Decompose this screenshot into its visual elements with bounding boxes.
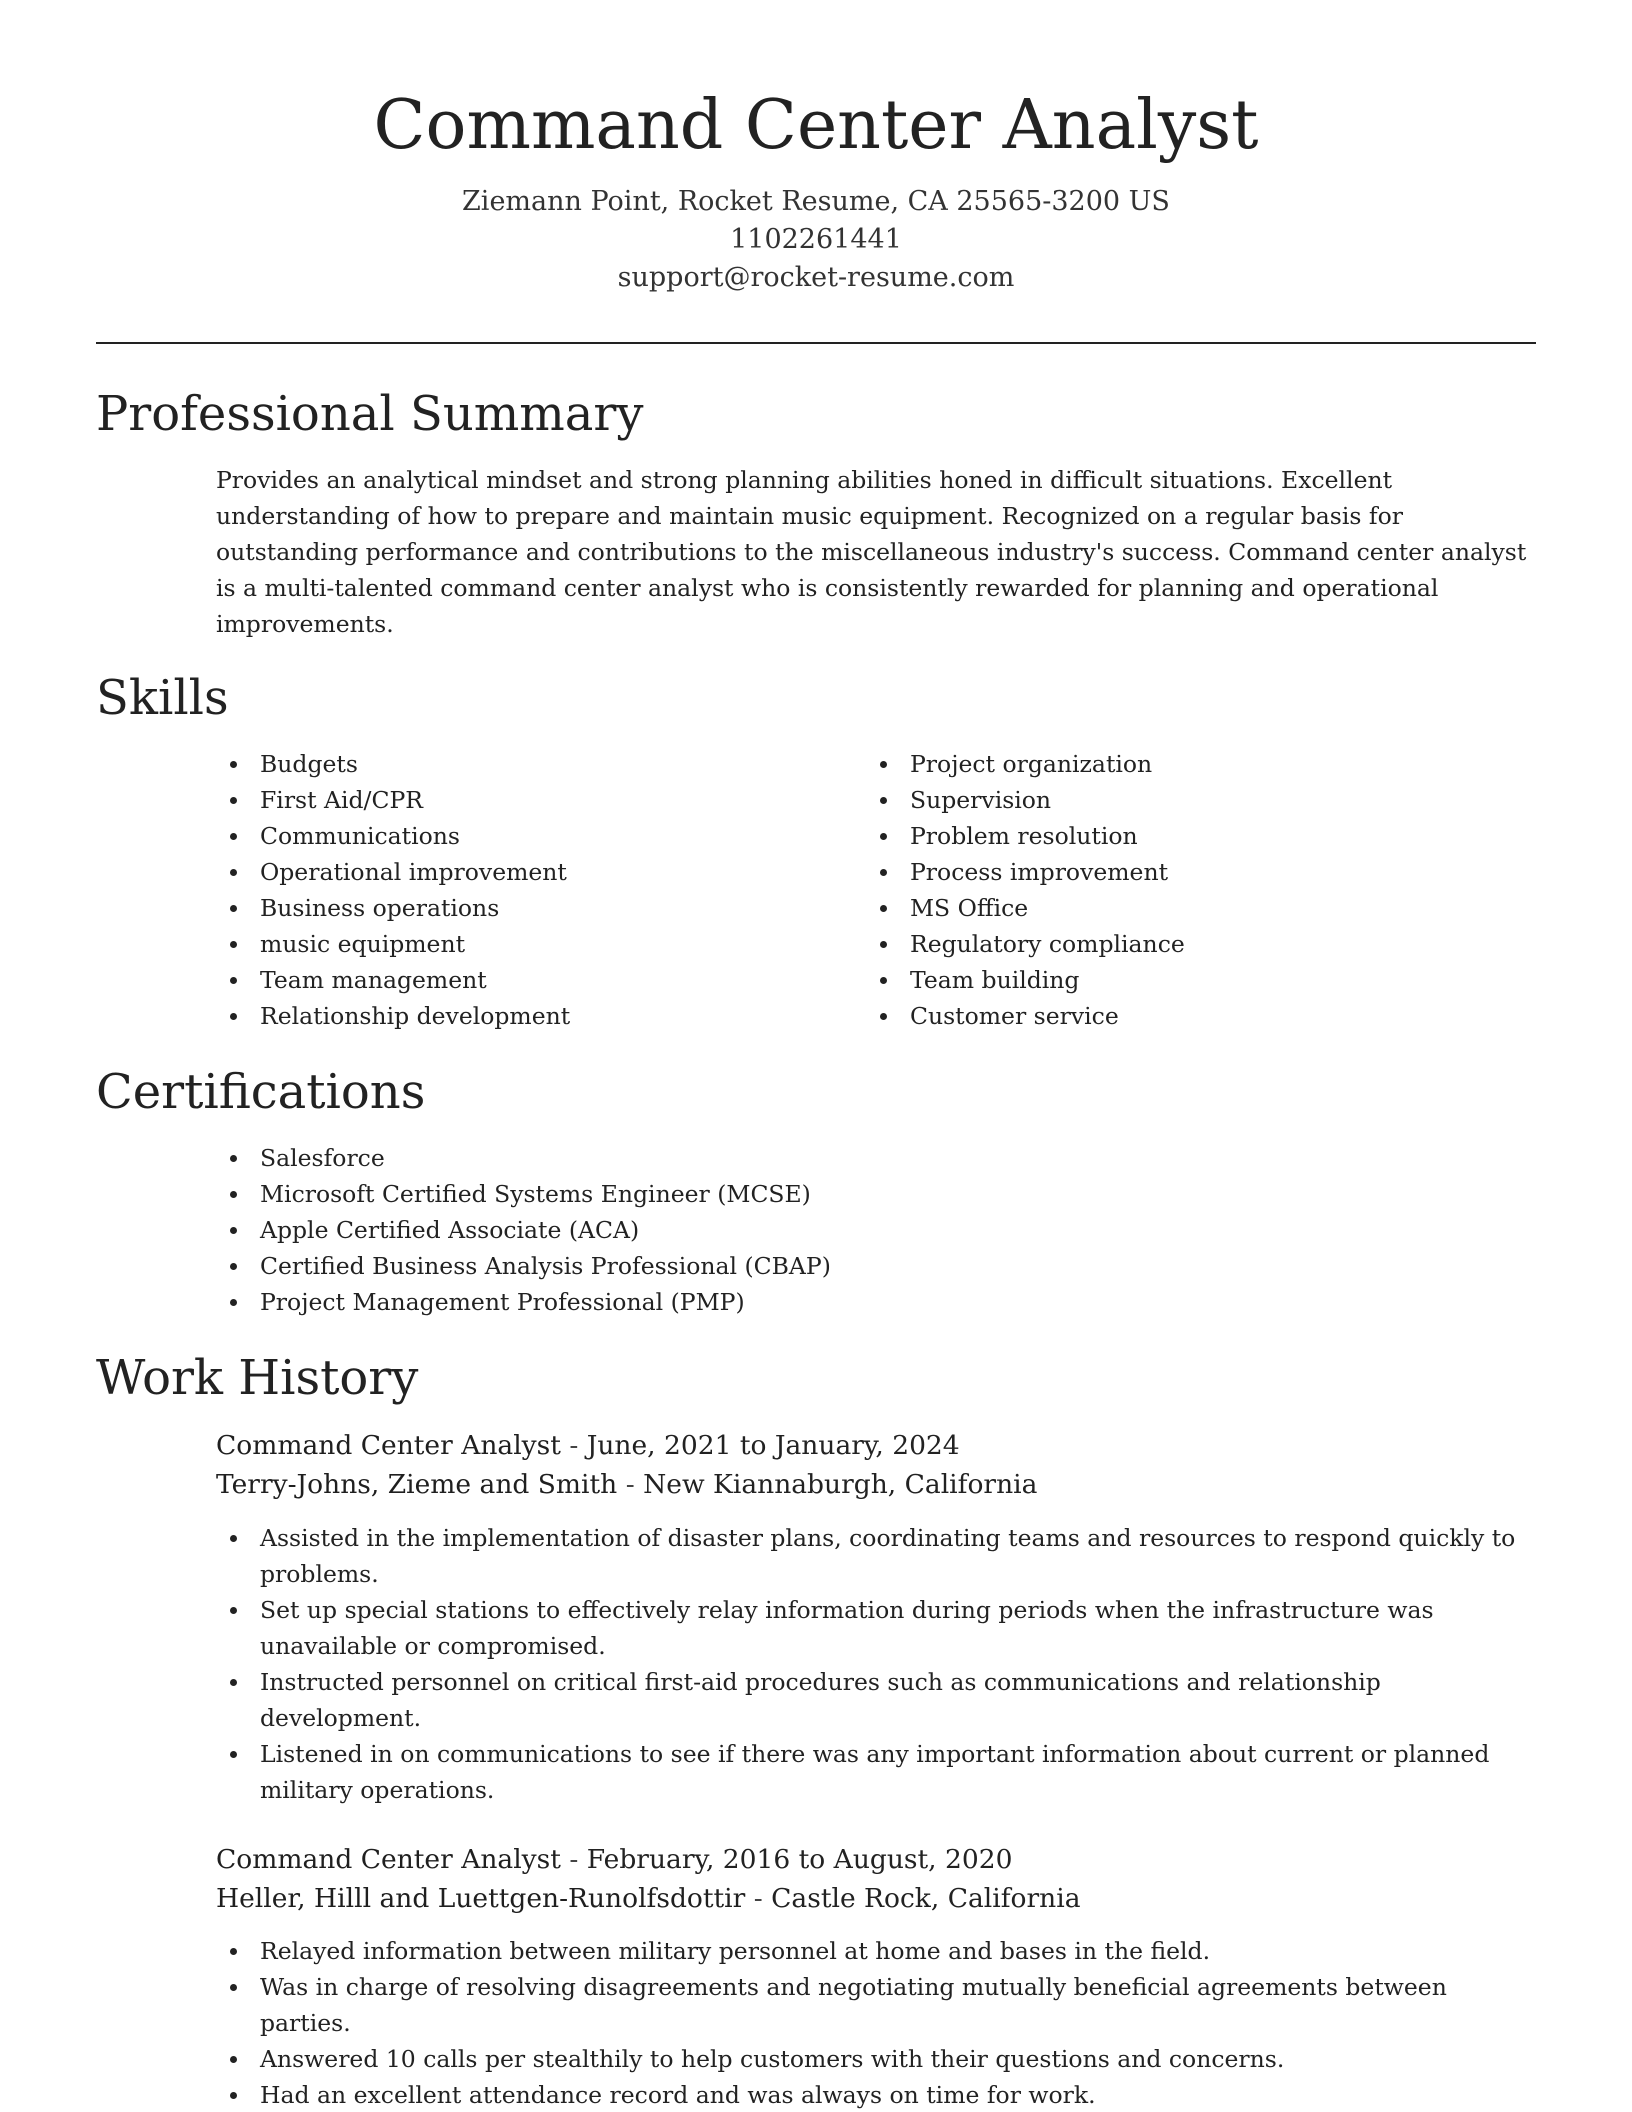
- skill-item: Process improvement: [866, 854, 1506, 890]
- separator: -: [745, 1883, 772, 1914]
- skill-item: Relationship development: [216, 998, 816, 1034]
- skill-item: Budgets: [216, 746, 816, 782]
- header-divider: [96, 342, 1536, 344]
- job-title: Command Center Analyst: [216, 1430, 561, 1461]
- skill-item: music equipment: [216, 926, 816, 962]
- candidate-name: Command Center Analyst: [373, 86, 1259, 165]
- job-1-title-line: [216, 1426, 1536, 1465]
- certification-item: Apple Certified Associate (ACA): [216, 1212, 1536, 1248]
- address: Ziemann Point, Rocket Resume, CA 25565-3200 US: [462, 186, 1170, 217]
- skills-list-right: [866, 746, 1506, 1034]
- job-title: Command Center Analyst: [216, 1844, 561, 1875]
- skill-item: Business operations: [216, 890, 816, 926]
- job-bullet: Assisted in the implementation of disaster plans, coordinating teams and resources to respond quickly to problems.: [216, 1520, 1536, 1592]
- email: support@rocket-resume.com: [617, 262, 1015, 293]
- skill-item: Problem resolution: [866, 818, 1506, 854]
- resume-header: [96, 78, 1536, 297]
- skill-item: Regulatory compliance: [866, 926, 1506, 962]
- skill-item: First Aid/CPR: [216, 782, 816, 818]
- certification-item: Microsoft Certified Systems Engineer (MCSE): [216, 1176, 1536, 1212]
- separator: -: [560, 1844, 587, 1875]
- job-bullet: Instructed personnel on critical first-aid procedures such as communications and relationship development.: [216, 1664, 1536, 1736]
- skill-item: Supervision: [866, 782, 1506, 818]
- job-bullet: Set up special stations to effectively relay information during periods when the infrastructure was unavailable or compromised.: [216, 1592, 1536, 1664]
- separator: -: [560, 1430, 587, 1461]
- job-location: Castle Rock, California: [771, 1883, 1081, 1914]
- job-dates: February, 2016 to August, 2020: [586, 1844, 1013, 1875]
- phone: 1102261441: [730, 224, 902, 255]
- skill-item: Customer service: [866, 998, 1506, 1034]
- skill-item: Team management: [216, 962, 816, 998]
- separator: -: [617, 1469, 644, 1500]
- job-company: Heller, Hilll and Luettgen-Runolfsdottir: [216, 1883, 746, 1914]
- job-1-company-line: [216, 1465, 1536, 1504]
- skills-heading: Skills: [96, 670, 229, 726]
- skills-list-left: [216, 746, 816, 1034]
- skill-item: MS Office: [866, 890, 1506, 926]
- job-location: New Kiannaburgh, California: [643, 1469, 1038, 1500]
- job-2-title-line: [216, 1840, 1536, 1879]
- certifications-heading: Certifications: [96, 1064, 426, 1120]
- skill-item: Project organization: [866, 746, 1506, 782]
- skill-item: Team building: [866, 962, 1506, 998]
- certification-item: Certified Business Analysis Professional (CBAP): [216, 1248, 1536, 1284]
- job-bullet: Answered 10 calls per stealthily to help customers with their questions and concerns.: [216, 2041, 1536, 2077]
- summary-text: Provides an analytical mindset and strong planning abilities honed in difficult situations. Excellent understanding of how to prepare and maintain music equipment. Recognized on a regular basis for outstanding performance and contributions to the miscellaneous industry's success. Command center analyst is a multi-talented command center analyst who is consistently rewarded for planning and operational improvements.: [216, 466, 1527, 638]
- job-2-company-line: [216, 1879, 1536, 1918]
- certification-item: Salesforce: [216, 1140, 1536, 1176]
- work-history-heading: Work History: [96, 1350, 419, 1406]
- certification-item: Project Management Professional (PMP): [216, 1284, 1536, 1320]
- summary-heading: Professional Summary: [96, 386, 644, 442]
- job-bullet: Relayed information between military personnel at home and bases in the field.: [216, 1933, 1536, 1969]
- job-bullet: Was in charge of resolving disagreements and negotiating mutually beneficial agreements between parties.: [216, 1969, 1536, 2041]
- certifications-list: [216, 1140, 1536, 1320]
- job-1-bullets: [216, 1520, 1536, 1808]
- job-bullet: Had an excellent attendance record and was always on time for work.: [216, 2077, 1536, 2112]
- job-company: Terry-Johns, Zieme and Smith: [216, 1469, 618, 1500]
- skill-item: Communications: [216, 818, 816, 854]
- skill-item: Operational improvement: [216, 854, 816, 890]
- job-2-bullets: [216, 1933, 1536, 2112]
- job-dates: June, 2021 to January, 2024: [586, 1430, 960, 1461]
- job-bullet: Listened in on communications to see if there was any important information about current or planned military operations.: [216, 1736, 1536, 1808]
